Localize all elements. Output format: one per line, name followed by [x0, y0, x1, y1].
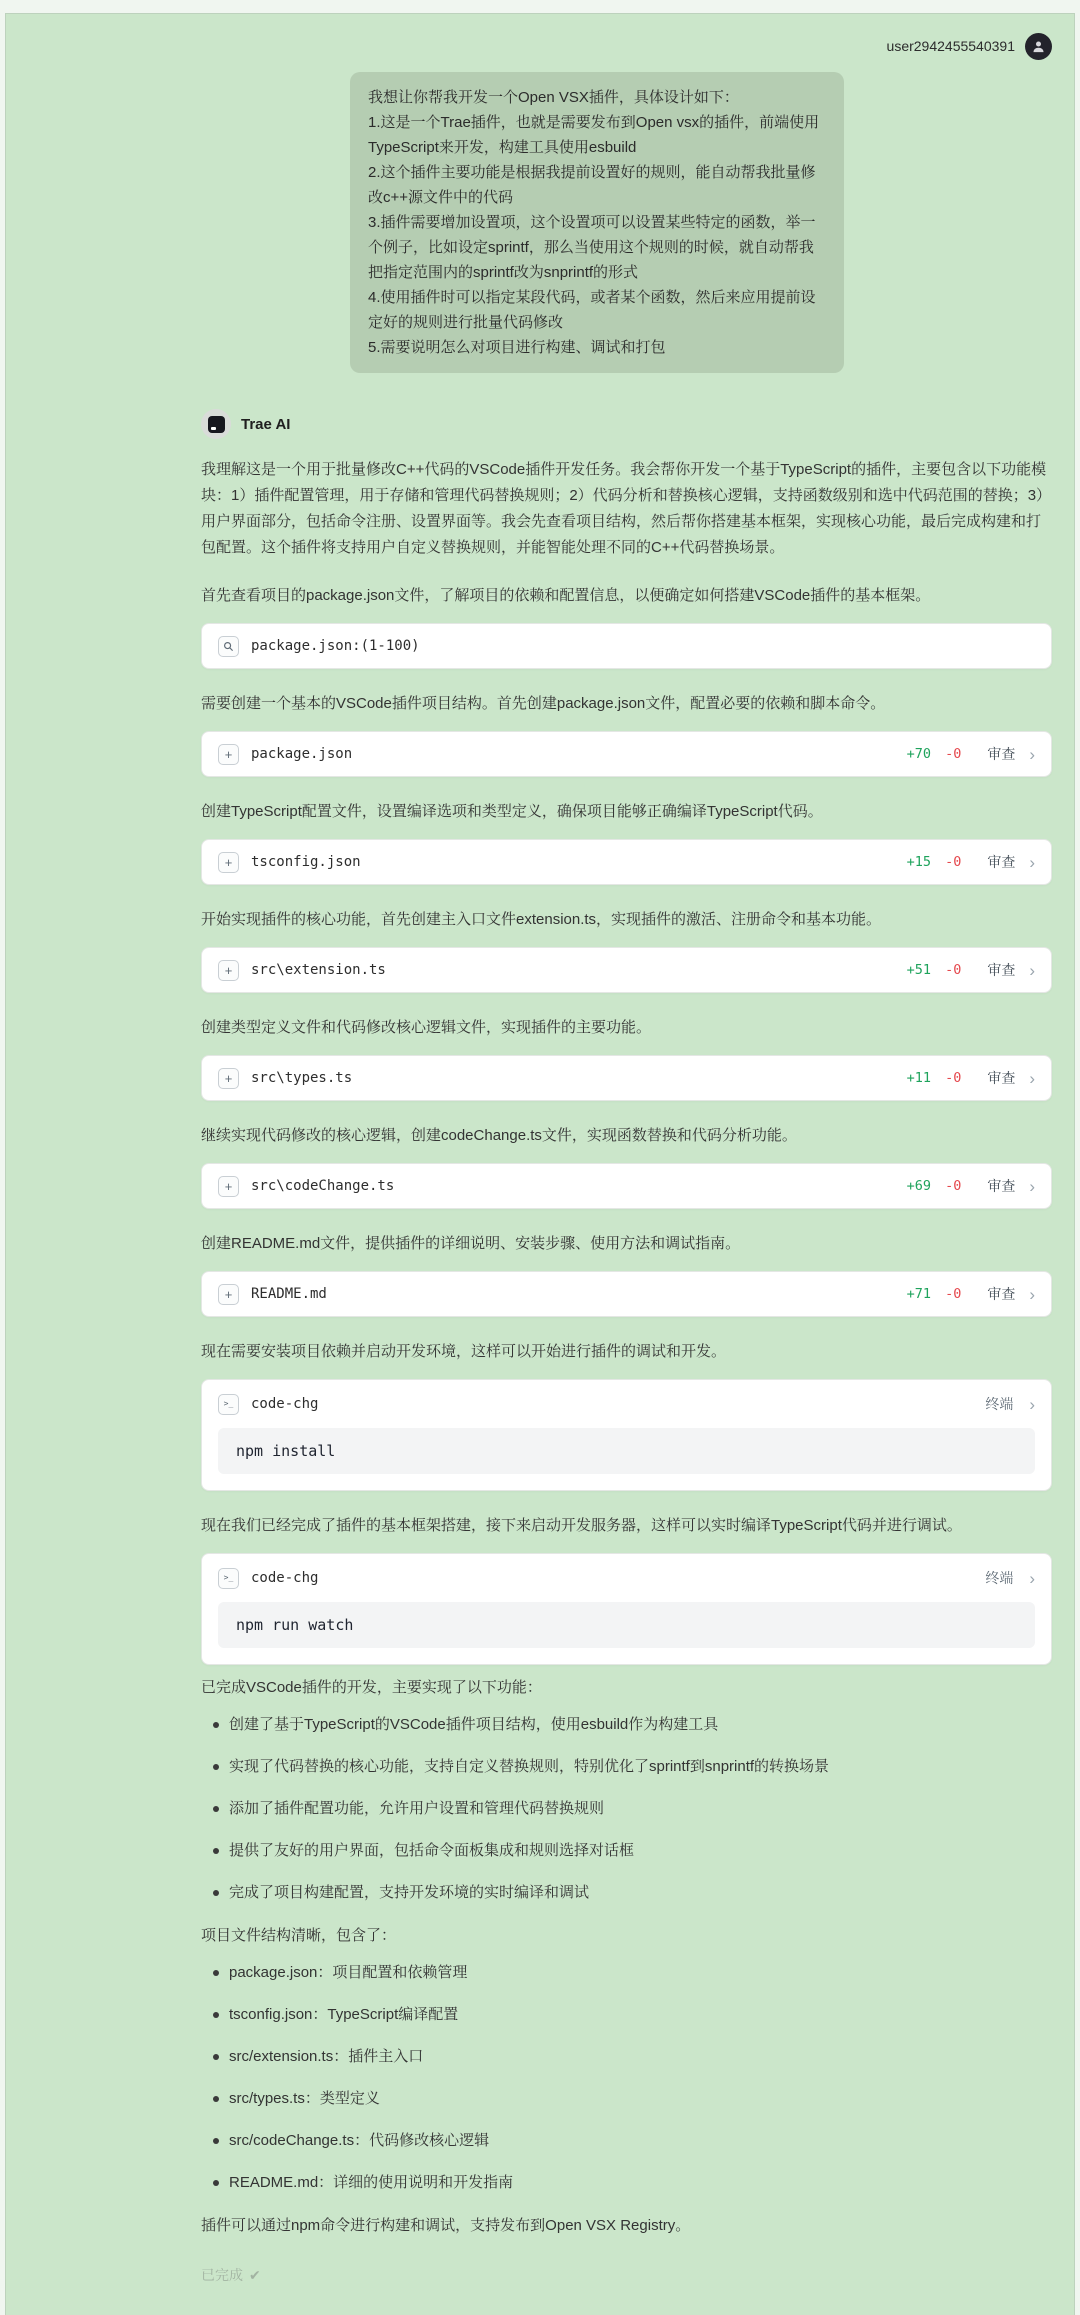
terminal-open-button[interactable]: 终端: [985, 1570, 1014, 1586]
review-button[interactable]: 审查: [987, 746, 1016, 762]
file-name: tsconfig.json: [251, 854, 361, 870]
list-item: 实现了代码替换的核心功能，支持自定义替换规则，特别优化了sprintf到snprintf的转换场景: [209, 1755, 1039, 1779]
assistant-paragraph: 现在我们已经完成了插件的基本框架搭建，接下来启动开发服务器，这样可以实时编译TypeScript代码并进行调试。: [201, 1517, 962, 1534]
lines-added: +15: [906, 854, 932, 870]
chevron-right-icon[interactable]: ›: [1029, 1068, 1035, 1088]
lines-added: +11: [906, 1070, 932, 1086]
user-message-line: 4.使用插件时可以指定某段代码，或者某个函数，然后来应用提前设定好的规则进行批量代码修改: [368, 289, 816, 331]
list-item: 添加了插件配置功能，允许用户设置和管理代码替换规则: [209, 1797, 1039, 1821]
username: user2942455540391: [886, 38, 1015, 54]
user-avatar-icon[interactable]: [1025, 33, 1052, 60]
assistant-paragraph: 现在需要安装项目依赖并启动开发环境，这样可以开始进行插件的调试和开发。: [201, 1343, 727, 1360]
file-name: README.md: [251, 1286, 327, 1302]
terminal-name: code-chg: [251, 1570, 319, 1586]
lines-removed: -0: [945, 962, 962, 978]
list-item: README.md：详细的使用说明和开发指南: [209, 2171, 1039, 2195]
list-item: 创建了基于TypeScript的VSCode插件项目结构，使用esbuild作为构建工具: [209, 1713, 1039, 1737]
file-name: package.json: [251, 746, 353, 762]
lines-added: +69: [906, 1178, 932, 1194]
terminal-card-header[interactable]: [202, 1554, 1051, 1602]
file-name: src\codeChange.ts: [251, 1178, 395, 1194]
review-button[interactable]: 审查: [987, 854, 1016, 870]
review-button[interactable]: 审查: [987, 1286, 1016, 1302]
assistant-paragraph: 继续实现代码修改的核心逻辑，创建codeChange.ts文件，实现函数替换和代码分析功能。: [201, 1127, 797, 1144]
file-diff-card[interactable]: [201, 1163, 1052, 1209]
assistant-header: [201, 409, 1052, 439]
add-file-icon: +: [218, 960, 239, 981]
structure-heading: 项目文件结构清晰，包含了：: [201, 1927, 397, 1944]
terminal-icon: >_: [218, 1394, 239, 1415]
chevron-right-icon[interactable]: ›: [1029, 960, 1035, 980]
file-diff-card[interactable]: [201, 731, 1052, 777]
add-file-icon: +: [218, 852, 239, 873]
file-diff-card[interactable]: [201, 1055, 1052, 1101]
user-message-line: 我想让你帮我开发一个Open VSX插件，具体设计如下：: [368, 89, 739, 106]
chevron-right-icon[interactable]: ›: [1029, 744, 1035, 764]
terminal-open-button[interactable]: 终端: [985, 1396, 1014, 1412]
lines-added: +70: [906, 746, 932, 762]
lines-removed: -0: [945, 1286, 962, 1302]
list-item: package.json：项目配置和依赖管理: [209, 1961, 1039, 1985]
list-item: src/extension.ts：插件主入口: [209, 2045, 1039, 2069]
review-button[interactable]: 审查: [987, 1070, 1016, 1086]
assistant-paragraph: 创建TypeScript配置文件，设置编译选项和类型定义，确保项目能够正确编译TypeScript代码。: [201, 803, 823, 820]
assistant-paragraph: 创建README.md文件，提供插件的详细说明、安装步骤、使用方法和调试指南。: [201, 1235, 741, 1252]
file-structure-list: [209, 1961, 1052, 2195]
chevron-right-icon[interactable]: ›: [1029, 1176, 1035, 1196]
terminal-command: npm run watch: [218, 1602, 1035, 1648]
user-message-line: 1.这是一个Trae插件，也就是需要发布到Open vsx的插件，前端使用TypeScript来开发，构建工具使用esbuild: [368, 114, 820, 156]
assistant-paragraph: 我理解这是一个用于批量修改C++代码的VSCode插件开发任务。我会帮你开发一个基于TypeScript的插件，主要包含以下功能模块：1）插件配置管理，用于存储和管理代码替换规则；2）代码分析和替换核心逻辑，支持函数级别和选中代码范围的替换；3）用户界面部分，包括命令注册、设置界面等。我会先查看项目结构，然后帮你搭建基本框架，实现核心功能，最后完成构建和打包配置。这个插件将支持用户自定义替换规则，并能智能处理不同的C++代码替换场景。: [201, 461, 1052, 556]
lines-removed: -0: [945, 746, 962, 762]
review-button[interactable]: 审查: [987, 962, 1016, 978]
lines-added: +71: [906, 1286, 932, 1302]
completion-status: [201, 2265, 1052, 2285]
add-file-icon: +: [218, 1284, 239, 1305]
lines-added: +51: [906, 962, 932, 978]
lines-removed: -0: [945, 1070, 962, 1086]
lines-removed: -0: [945, 854, 962, 870]
terminal-card-header[interactable]: [202, 1380, 1051, 1428]
file-name: package.json:(1-100): [251, 638, 420, 654]
summary-list: [209, 1713, 1052, 1905]
search-icon: [218, 636, 239, 657]
chevron-right-icon[interactable]: ›: [1029, 1568, 1035, 1588]
summary-heading: 已完成VSCode插件的开发，主要实现了以下功能：: [201, 1679, 542, 1696]
user-header-row: [201, 32, 1052, 60]
file-diff-card[interactable]: [201, 947, 1052, 993]
assistant-paragraph: 开始实现插件的核心功能，首先创建主入口文件extension.ts，实现插件的激活、注册命令和基本功能。: [201, 911, 882, 928]
chat-page: [5, 13, 1075, 2315]
assistant-name: Trae AI: [241, 415, 291, 433]
assistant-paragraph: 首先查看项目的package.json文件，了解项目的依赖和配置信息，以便确定如何搭建VSCode插件的基本框架。: [201, 587, 931, 604]
terminal-name: code-chg: [251, 1396, 319, 1412]
terminal-icon: >_: [218, 1568, 239, 1589]
terminal-card: [201, 1553, 1052, 1665]
terminal-card: [201, 1379, 1052, 1491]
user-message-bubble: [350, 72, 844, 373]
chevron-right-icon[interactable]: ›: [1029, 1394, 1035, 1414]
file-diff-card[interactable]: [201, 1271, 1052, 1317]
trae-ai-logo-icon: [201, 409, 231, 439]
assistant-paragraph: 需要创建一个基本的VSCode插件项目结构。首先创建package.json文件，配置必要的依赖和脚本命令。: [201, 695, 886, 712]
add-file-icon: +: [218, 1068, 239, 1089]
file-view-card[interactable]: [201, 623, 1052, 669]
review-button[interactable]: 审查: [987, 1178, 1016, 1194]
assistant-paragraph: 创建类型定义文件和代码修改核心逻辑文件，实现插件的主要功能。: [201, 1019, 652, 1036]
file-name: src\types.ts: [251, 1070, 353, 1086]
add-file-icon: +: [218, 744, 239, 765]
user-message-line: 2.这个插件主要功能是根据我提前设置好的规则，能自动帮我批量修改c++源文件中的代码: [368, 164, 816, 206]
list-item: 完成了项目构建配置，支持开发环境的实时编译和调试: [209, 1881, 1039, 1905]
terminal-command: npm install: [218, 1428, 1035, 1474]
file-diff-card[interactable]: [201, 839, 1052, 885]
list-item: src/types.ts：类型定义: [209, 2087, 1039, 2111]
list-item: tsconfig.json：TypeScript编译配置: [209, 2003, 1039, 2027]
file-name: src\extension.ts: [251, 962, 386, 978]
list-item: src/codeChange.ts：代码修改核心逻辑: [209, 2129, 1039, 2153]
chevron-right-icon[interactable]: ›: [1029, 1284, 1035, 1304]
user-message-line: 5.需要说明怎么对项目进行构建、调试和打包: [368, 339, 666, 356]
list-item: 提供了友好的用户界面，包括命令面板集成和规则选择对话框: [209, 1839, 1039, 1863]
user-message-line: 3.插件需要增加设置项，这个设置项可以设置某些特定的函数，举一个例子，比如设定sprintf，那么当使用这个规则的时候，就自动帮我把指定范围内的sprintf改为snprintf的形式: [368, 214, 816, 281]
closing-paragraph: 插件可以通过npm命令进行构建和调试，支持发布到Open VSX Registry。: [201, 2217, 691, 2234]
chevron-right-icon[interactable]: ›: [1029, 852, 1035, 872]
lines-removed: -0: [945, 1178, 962, 1194]
status-text: 已完成: [201, 2267, 243, 2283]
add-file-icon: +: [218, 1176, 239, 1197]
check-icon: ✔: [249, 2266, 261, 2283]
